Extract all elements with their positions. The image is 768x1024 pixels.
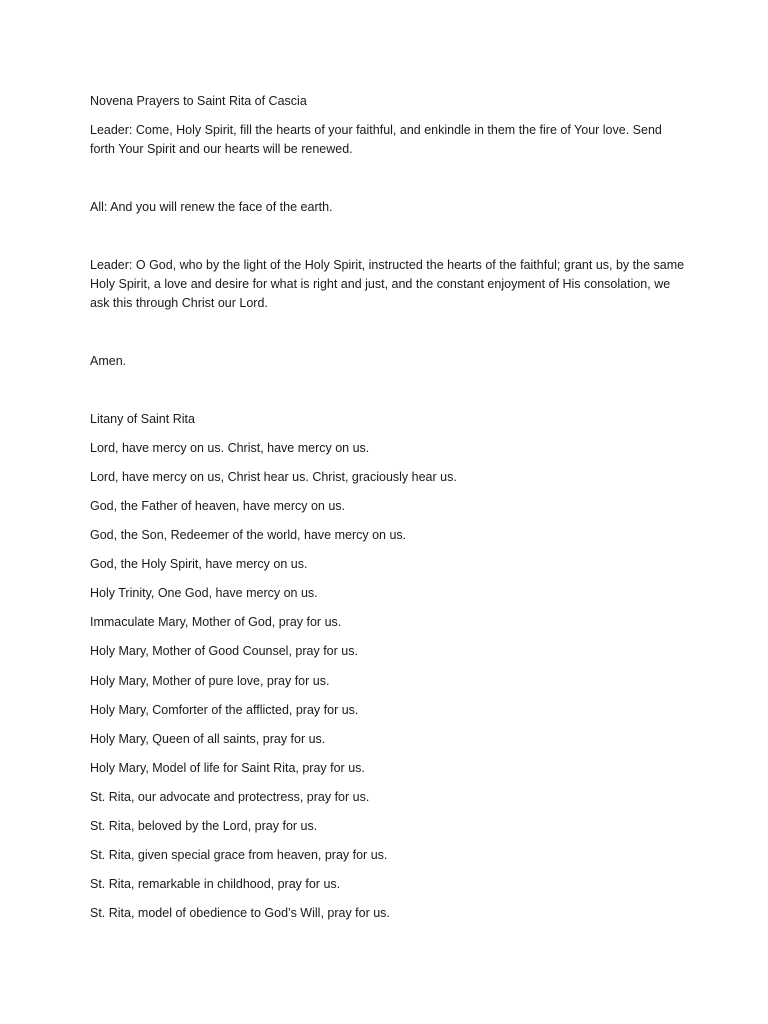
- litany-line: St. Rita, remarkable in childhood, pray for us.: [90, 877, 341, 891]
- litany-line: God, the Holy Spirit, have mercy on us.: [90, 557, 308, 571]
- litany-line: Holy Mary, Mother of pure love, pray for us.: [90, 674, 330, 688]
- litany-line: St. Rita, model of obedience to God’s Will, pray for us.: [90, 906, 390, 920]
- leader-prayer-1: Leader: Come, Holy Spirit, fill the hearts of your faithful, and enkindle in them the fire of Your love. Send forth Your Spirit and our hearts will be renewed.: [90, 123, 662, 156]
- litany-line: God, the Father of heaven, have mercy on us.: [90, 499, 346, 513]
- amen-line: Amen.: [90, 354, 127, 368]
- all-response: All: And you will renew the face of the earth.: [90, 200, 333, 214]
- litany-line: Holy Mary, Queen of all saints, pray for us.: [90, 732, 326, 746]
- litany-line: Immaculate Mary, Mother of God, pray for us.: [90, 615, 342, 629]
- document-title: Novena Prayers to Saint Rita of Cascia: [90, 94, 307, 108]
- litany-line: Lord, have mercy on us. Christ, have mercy on us.: [90, 441, 370, 455]
- litany-line: St. Rita, our advocate and protectress, pray for us.: [90, 790, 370, 804]
- litany-line: God, the Son, Redeemer of the world, have mercy on us.: [90, 528, 407, 542]
- litany-line: Holy Trinity, One God, have mercy on us.: [90, 586, 318, 600]
- litany-line: St. Rita, beloved by the Lord, pray for us.: [90, 819, 318, 833]
- leader-prayer-2: Leader: O God, who by the light of the Holy Spirit, instructed the hearts of the faithful; grant us, by the same Holy Spirit, a love and desire for what is right and just, and the constant enjoyment of His consolation, we ask this through Christ our Lord.: [90, 258, 685, 310]
- litany-line: Holy Mary, Model of life for Saint Rita, pray for us.: [90, 761, 365, 775]
- litany-line: Lord, have mercy on us, Christ hear us. Christ, graciously hear us.: [90, 470, 457, 484]
- litany-line: Holy Mary, Mother of Good Counsel, pray for us.: [90, 644, 358, 658]
- litany-line: Holy Mary, Comforter of the afflicted, pray for us.: [90, 703, 359, 717]
- litany-line: St. Rita, given special grace from heaven, pray for us.: [90, 848, 388, 862]
- litany-heading: Litany of Saint Rita: [90, 412, 195, 426]
